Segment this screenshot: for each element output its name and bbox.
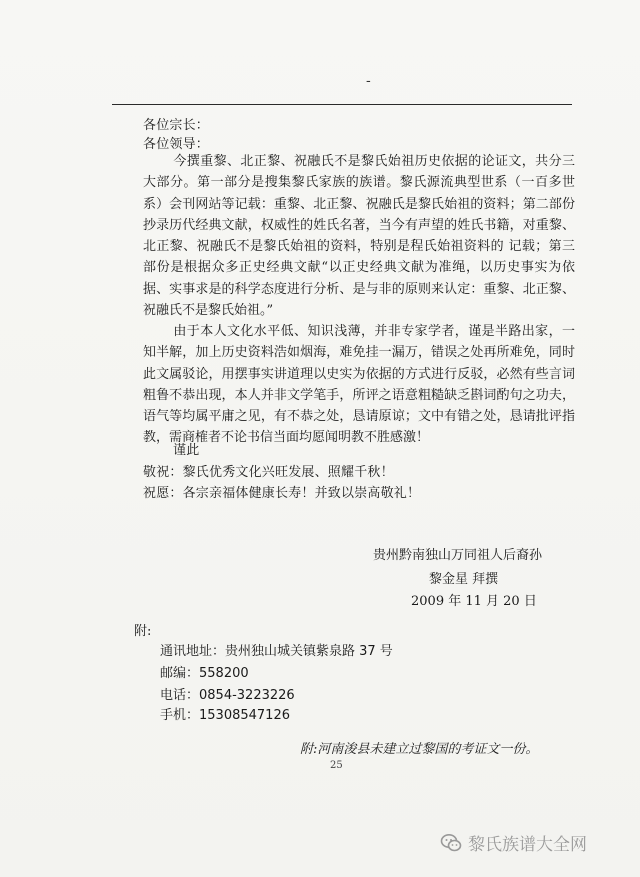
- appendix-note: 附:河南浚县未建立过黎国的考证文一份。: [300, 742, 539, 757]
- salute-line: 敬祝：黎氏优秀文化兴旺发展、照耀千秋！: [143, 465, 394, 480]
- body-paragraph-2: [143, 321, 575, 449]
- header-rule: [112, 104, 572, 105]
- page-number: 25: [330, 760, 343, 771]
- header-mark: -: [366, 73, 371, 89]
- greeting-line-1: 各位宗长：: [143, 118, 210, 133]
- body-paragraph-1: [143, 151, 575, 321]
- wechat-icon: [440, 832, 462, 854]
- closing-line: 谨此: [173, 443, 200, 458]
- appendix-zip: 邮编：558200: [160, 666, 249, 681]
- signature-org: 贵州黔南独山万同祖人后裔孙: [373, 548, 543, 563]
- appendix-label: 附:: [134, 624, 152, 639]
- appendix-phone: 电话：0854-3223226: [160, 688, 295, 703]
- greeting-line-2: 各位领导：: [143, 137, 210, 152]
- appendix-mobile: 手机：15308547126: [160, 708, 290, 723]
- watermark: [440, 830, 587, 855]
- signature-name: 黎金星 拜撰: [429, 572, 499, 587]
- signature-date: 2009 年 11 月 20 日: [411, 594, 537, 609]
- watermark-text: 黎氏族谱大全网: [468, 835, 587, 855]
- body-paragraph-1-text: 今撰重黎、北正黎、祝融氏不是黎氏始祖历史依据的论证文，共分三大部分。第一部分是搜集黎氏家族的族谱。黎氏源流典型世系（一百多世系）会刊网站等记载：重黎、北正黎、祝融氏是黎氏始祖的资料；第二部份抄录历代经典文献，权威性的姓氏名著，当今有声望的姓氏书籍，对重黎、北正黎、祝融氏不是黎氏始祖的资料，特别是程氏始祖资料的 记载；第三部份是根据众多正史经典文献“以正史经典文献为准绳，以历史事实为依据、实事求是的科学态度进行分析、是与非的原则来认定：重黎、北正黎、祝融氏不是黎氏始祖。”: [143, 154, 575, 319]
- body-paragraph-2-text: 由于本人文化水平低、知识浅薄，并非专家学者，谨是半路出家，一知半解，加上历史资料浩如烟海，难免挂一漏万，错误之处再所难免，同时此文属驳论，用摆事实讲道理以史实为依据的方式进行反驳，必然有些言词粗鲁不恭出现，本人并非文学笔手，所评之语意粗糙缺乏斟词酌句之功夫，语气等均属平庸之见，有不恭之处，恳请原谅；文中有错之处，恳请批评指教，需商榷者不论书信当面均愿闻明教不胜感激！: [143, 324, 575, 446]
- appendix-address: 通讯地址：贵州独山城关镇紫泉路 37 号: [160, 644, 393, 659]
- wish-line: 祝愿：各宗亲福体健康长寿！并致以崇高敬礼！: [143, 486, 421, 501]
